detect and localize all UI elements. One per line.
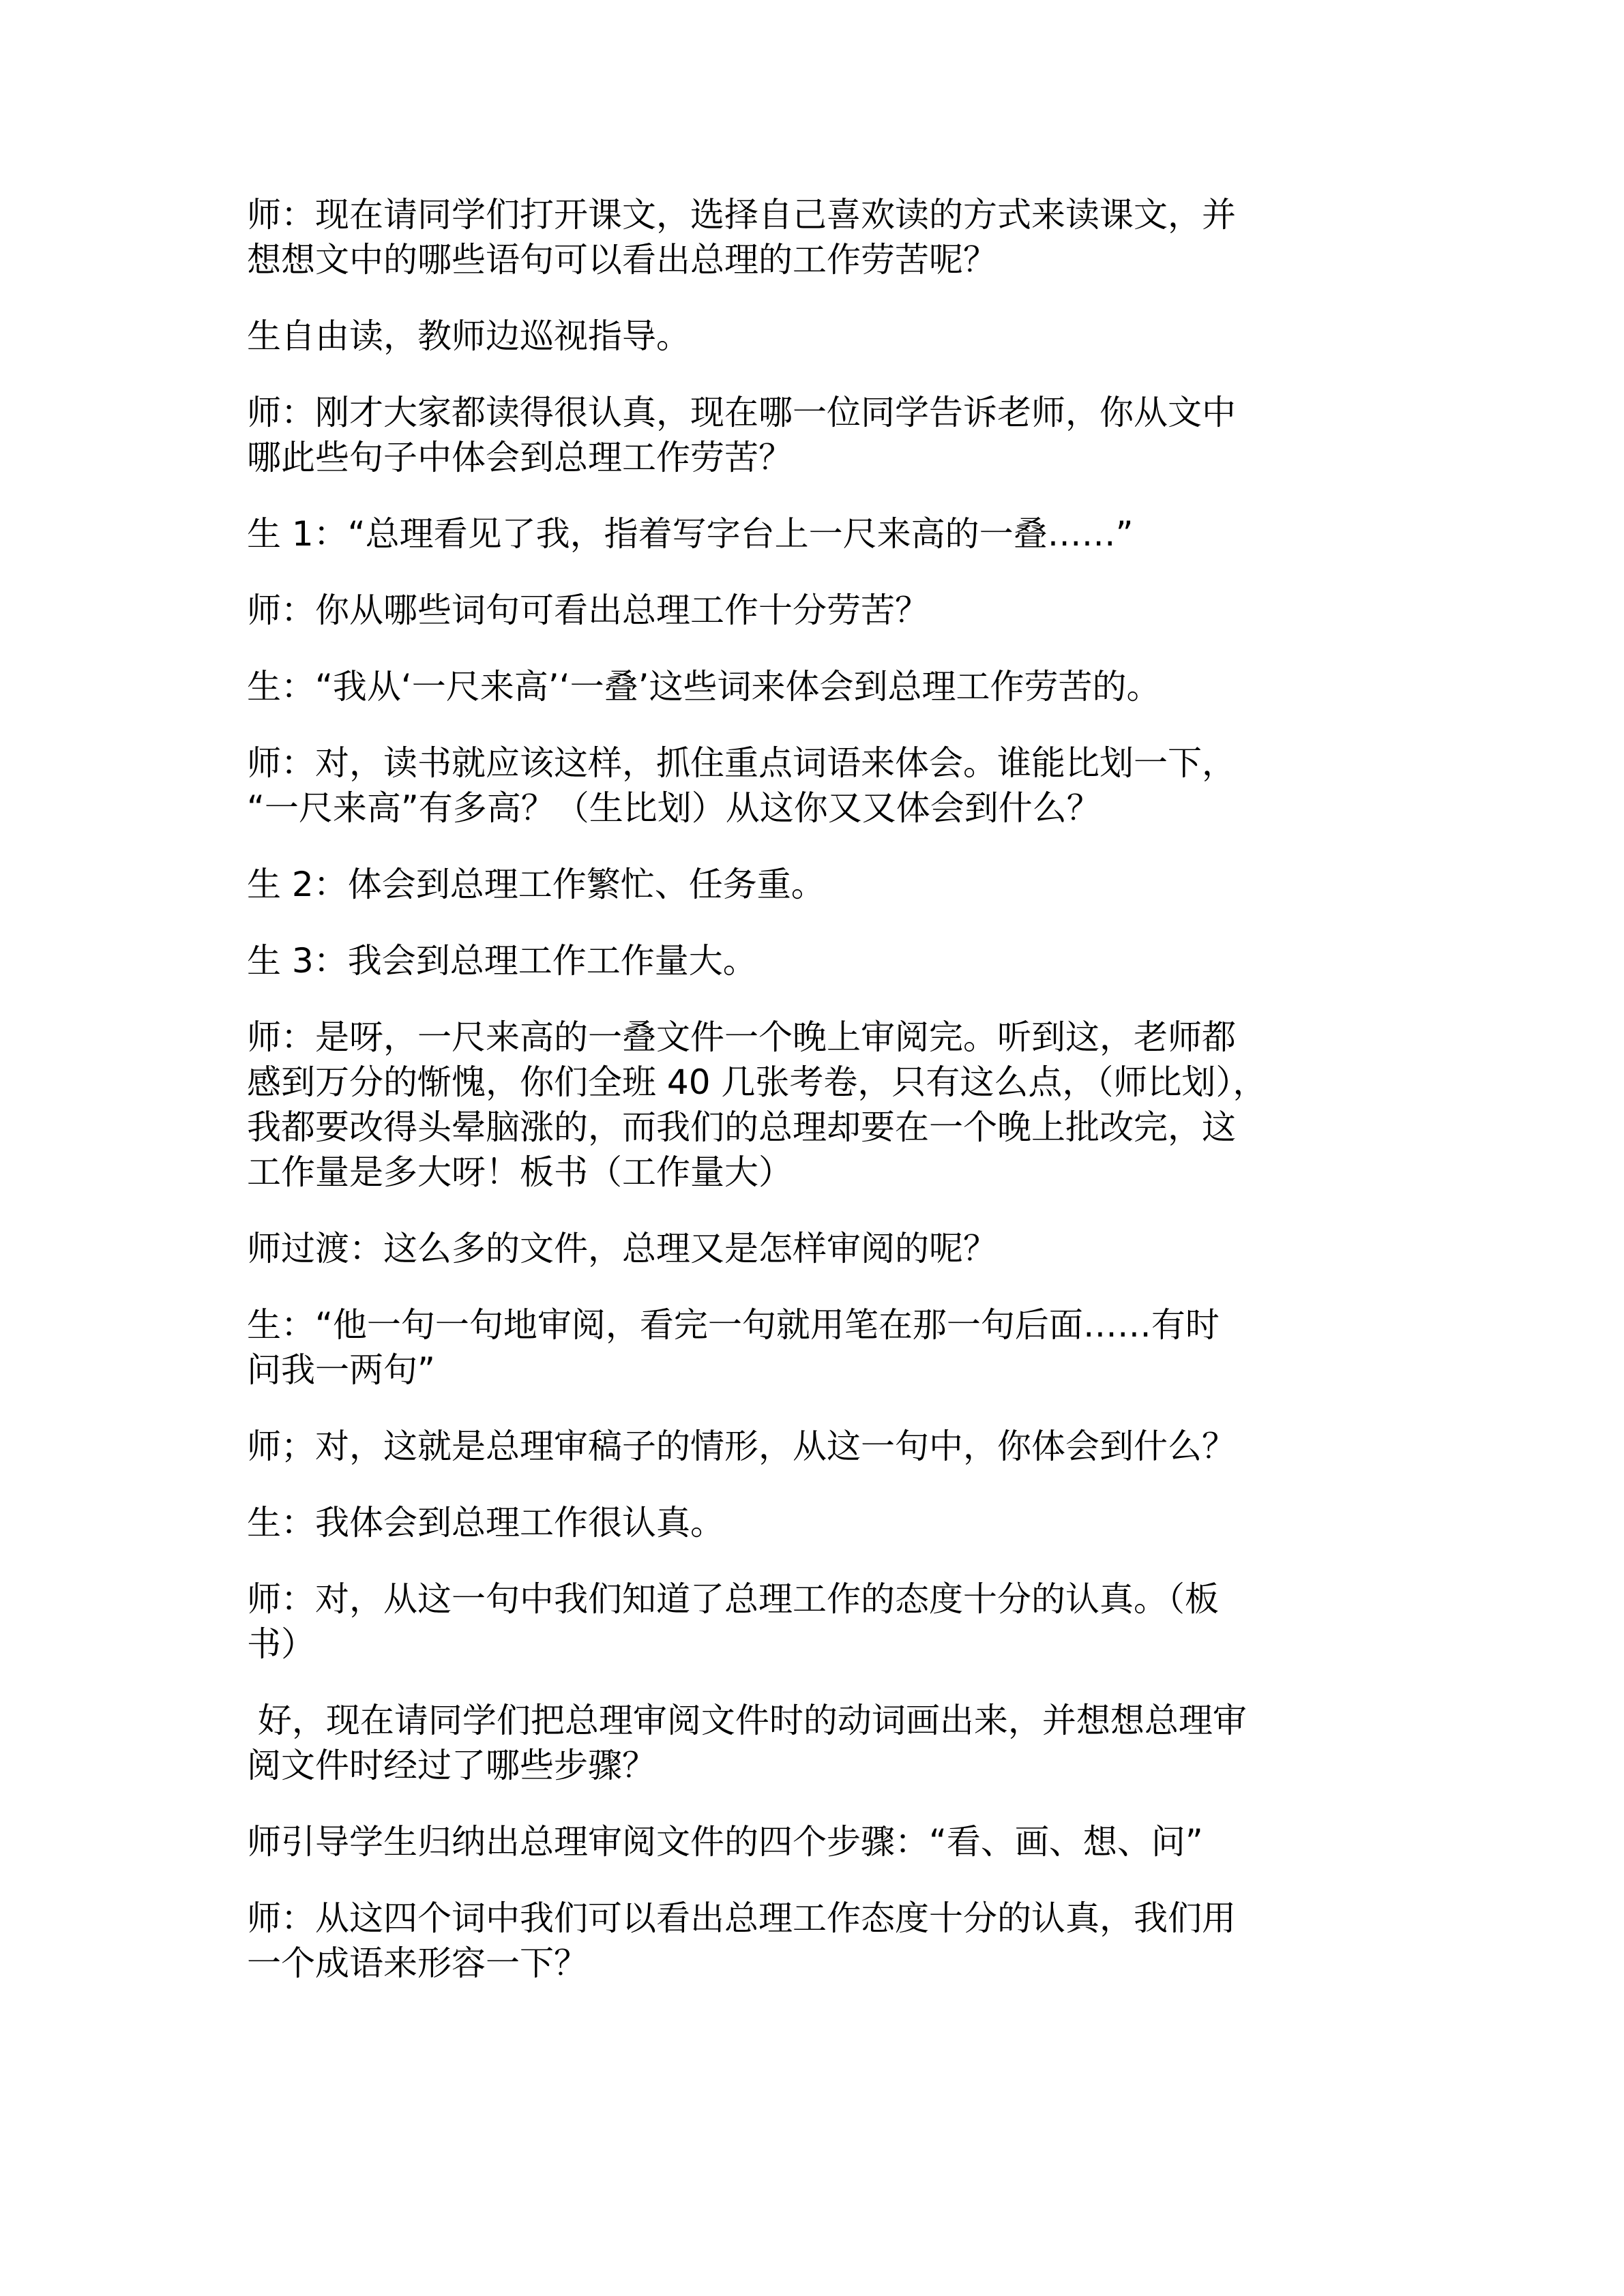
text-line: 师：从这四个词中我们可以看出总理工作态度十分的认真，我们用 [247,1898,1236,1938]
text-line: 师引导学生归纳出总理审阅文件的四个步骤：“看、画、想、问” [247,1822,1203,1862]
text-line: 生自由读，教师边巡视指导。 [247,316,690,356]
text-line: 师；对，这就是总理审稿子的情形，从这一句中，你体会到什么？ [247,1427,1236,1466]
text-line: 师：刚才大家都读得很认真，现在哪一位同学告诉老师，你从文中 [247,393,1236,432]
paragraph-9 [247,938,1393,983]
text-line: 师：是呀，一尺来高的一叠文件一个晚上审阅完。听到这，老师都 [247,1017,1236,1057]
text-line: 生 3：我会到总理工作工作量大。 [247,941,757,981]
text-line: 生：“我从‘一尺来高’‘一叠’这些词来体会到总理工作劳苦的。 [247,667,1161,706]
paragraph-2 [247,314,1393,359]
document-body [247,192,1393,2017]
text-line: 师过渡：这么多的文件，总理又是怎样审阅的呢？ [247,1229,997,1268]
text-line: 师：对，读书就应该这样，抓住重点词语来体会。谁能比划一下， [247,743,1236,783]
text-line: 工作量是多大呀！板书（工作量大） [247,1152,793,1192]
text-line: 想想文中的哪些语句可以看出总理的工作劳苦呢？ [247,240,997,280]
text-line: 生 1：“总理看见了我，指着写字台上一尺来高的一叠……” [247,514,1134,554]
text-line: 师：对，从这一句中我们知道了总理工作的态度十分的认真。（板 [247,1579,1219,1619]
paragraph-18 [247,1896,1393,1986]
paragraph-5 [247,588,1393,633]
text-line: 师：现在请同学们打开课文，选择自己喜欢读的方式来读课文，并 [247,195,1236,235]
paragraph-12 [247,1302,1393,1392]
text-line: 我都要改得头晕脑涨的，而我们的总理却要在一个晚上批改完，这 [247,1107,1236,1147]
paragraph-15 [247,1577,1393,1667]
text-line: 感到万分的惭愧，你们全班 40 几张考卷，只有这么点，（师比划）， [247,1062,1267,1102]
text-line: 师：你从哪些词句可看出总理工作十分劳苦？ [247,591,929,630]
text-line: 生：我体会到总理工作很认真。 [247,1503,724,1542]
text-line: 生：“他一句一句地审阅，看完一句就用笔在那一句后面……有时 [247,1305,1220,1345]
paragraph-10 [247,1015,1393,1195]
paragraph-7 [247,741,1393,831]
paragraph-8 [247,862,1393,907]
paragraph-6 [247,664,1393,709]
paragraph-17 [247,1819,1393,1864]
paragraph-11 [247,1226,1393,1271]
text-line: 问我一两句” [247,1350,435,1390]
paragraph-1 [247,192,1393,282]
paragraph-4 [247,511,1393,556]
paragraph-13 [247,1424,1393,1469]
paragraph-14 [247,1500,1393,1545]
text-line: 阅文件时经过了哪些步骤？ [247,1746,656,1785]
paragraph-3 [247,390,1393,480]
text-line: 生 2：体会到总理工作繁忙、任务重。 [247,865,825,904]
text-line: 好，现在请同学们把总理审阅文件时的动词画出来，并想想总理审 [247,1701,1247,1740]
text-line: 一个成语来形容一下？ [247,1943,588,1983]
text-line: “一尺来高”有多高？（生比划）从这你又又体会到什么？ [247,788,1101,828]
text-line: 书） [247,1624,315,1664]
text-line: 哪此些句子中体会到总理工作劳苦？ [247,438,793,477]
paragraph-16 [247,1698,1393,1788]
